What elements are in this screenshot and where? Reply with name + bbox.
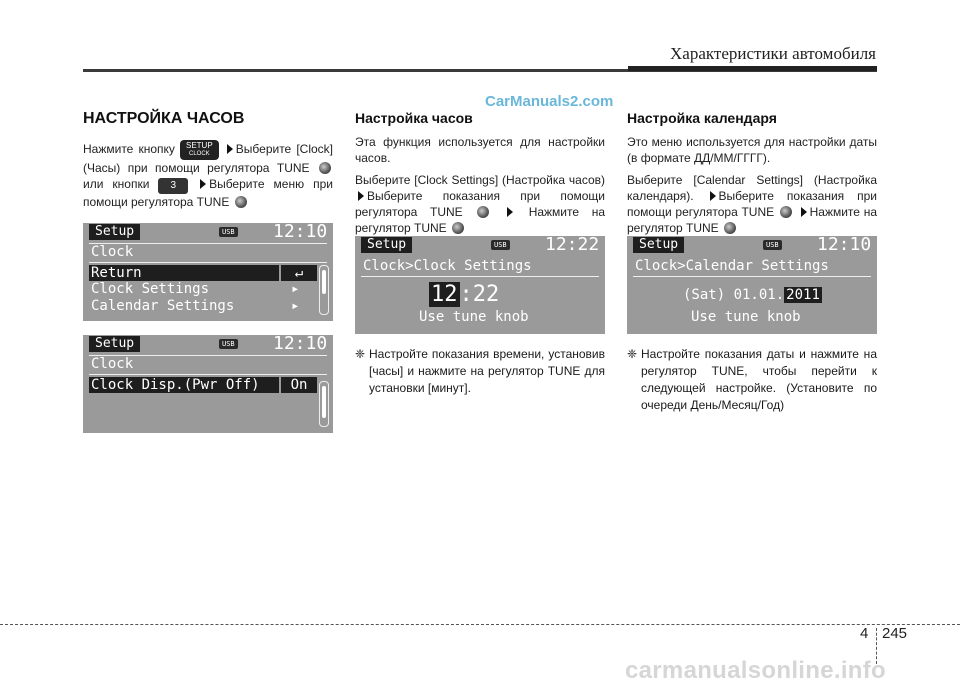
display-screen-clock-display (83, 335, 333, 433)
header-rule-accent (628, 66, 877, 71)
note-paragraph (355, 346, 605, 397)
scrollbar-thumb[interactable] (322, 270, 326, 294)
note-mark-icon: ❈ (627, 347, 638, 361)
tune-knob-icon (724, 222, 736, 234)
note-text: Настройте показания времени, установив [часы] и нажмите на регулятор TUNE для установки [минут]. (369, 347, 605, 395)
setup-tab: Setup (89, 336, 140, 352)
arrow-right-icon (358, 191, 364, 201)
hint-text: Use tune knob (691, 309, 801, 325)
arrow-right-icon (507, 207, 513, 217)
setup-label: SETUP (186, 141, 213, 150)
clock-readout: 12:22 (545, 236, 600, 255)
instructions-paragraph (627, 172, 877, 236)
tune-knob-icon (780, 206, 792, 218)
minute-field[interactable]: :22 (459, 282, 500, 307)
clock-display-value: On (281, 377, 317, 393)
return-icon: ↵ (281, 265, 317, 281)
text-span: Выберите [Clock Settings] (Настройка часов) (355, 173, 605, 187)
arrow-right-icon (710, 191, 716, 201)
usb-badge: USB (219, 227, 238, 237)
hint-text: Use tune knob (419, 309, 529, 325)
usb-badge: USB (219, 339, 238, 349)
instructions-paragraph (83, 140, 333, 210)
setup-clock-button-icon (180, 140, 219, 160)
chevron-right-icon: ▸ (291, 298, 300, 314)
chapter-number: 4 (860, 625, 869, 642)
divider (89, 374, 327, 375)
screen-title: Clock (91, 356, 134, 372)
display-screen-clock-menu (83, 223, 333, 321)
footer-rule (0, 624, 960, 625)
text-span: Выберите показания при помощи регулятора TUNE (627, 189, 877, 219)
menu-item-return[interactable]: Return (89, 265, 279, 281)
text-span: Нажмите кнопку (83, 142, 175, 156)
tune-knob-icon (235, 196, 247, 208)
tune-knob-icon (319, 162, 331, 174)
screen-title: Clock>Clock Settings (363, 258, 532, 274)
watermark-bottom: carmanualsonline.info (625, 657, 887, 684)
text-span: Выберите [Calendar Settings] (Настройка календаря). (627, 173, 877, 203)
scrollbar-thumb[interactable] (322, 386, 326, 418)
clock-readout: 12:10 (273, 223, 328, 242)
text-span: Выберите показания при помощи регулятора TUNE (355, 189, 605, 219)
clock-readout: 12:10 (817, 236, 872, 255)
button-3-icon: 3 (158, 178, 188, 194)
scrollbar[interactable] (319, 265, 329, 315)
screen-title: Clock (91, 244, 134, 260)
setup-tab: Setup (633, 237, 684, 253)
text-span: Нажмите на регулятор TUNE (355, 205, 606, 235)
divider (633, 276, 871, 277)
instructions-paragraph (355, 172, 605, 236)
divider (361, 276, 599, 277)
chevron-right-icon: ▸ (291, 281, 300, 297)
text-span: Выберите меню при помощи регулятора TUNE (83, 177, 333, 209)
note-text: Настройте показания даты и нажмите на регулятор TUNE, чтобы перейти к следующей настройке. (Установите по очереди День/Месяц/Год) (641, 347, 877, 412)
date-prefix: (Sat) 01.01. (683, 287, 785, 303)
tune-knob-icon (452, 222, 464, 234)
note-mark-icon: ❈ (355, 347, 366, 361)
clock-label: CLOCK (189, 151, 210, 157)
calendar-note (627, 346, 877, 414)
description-paragraph: Эта функция используется для настройки часов. (355, 135, 605, 165)
arrow-right-icon (227, 144, 233, 154)
section-title: НАСТРОЙКА ЧАСОВ (83, 110, 245, 127)
section-title: Настройка календаря (627, 110, 777, 126)
page-number: 245 (882, 625, 908, 642)
description-paragraph: Это меню используется для настройки даты (в формате ДД/ММ/ГГГГ). (627, 135, 877, 165)
arrow-right-icon (801, 207, 807, 217)
menu-item-clock-display[interactable]: Clock Disp.(Pwr Off) (89, 377, 279, 393)
setup-tab: Setup (89, 224, 140, 240)
arrow-right-icon (200, 179, 206, 189)
menu-item-clock-settings[interactable]: Clock Settings (91, 281, 210, 297)
setup-tab: Setup (361, 237, 412, 253)
column-calendar-settings (627, 110, 877, 242)
date-editor[interactable] (683, 287, 822, 303)
text-span: Нажмите на регулятор TUNE (627, 205, 877, 235)
clock-readout: 12:10 (273, 335, 328, 354)
clock-note (355, 346, 605, 397)
usb-badge: USB (491, 240, 510, 250)
scrollbar[interactable] (319, 381, 329, 427)
text-span: Выберите [Clock] (Часы) при помощи регулятора TUNE (83, 142, 334, 175)
note-paragraph (627, 346, 877, 414)
display-screen-calendar-settings (627, 236, 877, 334)
section-title: Настройка часов (355, 110, 473, 126)
screen-title: Clock>Calendar Settings (635, 258, 829, 274)
menu-item-calendar-settings[interactable]: Calendar Settings (91, 298, 235, 314)
running-header-title: Характеристики автомобиля (670, 44, 876, 63)
column-clock-setup (83, 110, 333, 216)
time-editor[interactable] (429, 282, 499, 307)
divider (89, 262, 327, 263)
year-field[interactable]: 2011 (786, 287, 820, 303)
watermark-top: CarManuals2.com (485, 93, 614, 110)
display-screen-clock-settings (355, 236, 605, 334)
text-span: или кнопки (83, 177, 150, 191)
column-clock-settings (355, 110, 605, 242)
hour-field[interactable]: 12 (431, 282, 458, 307)
tune-knob-icon (477, 206, 489, 218)
usb-badge: USB (763, 240, 782, 250)
